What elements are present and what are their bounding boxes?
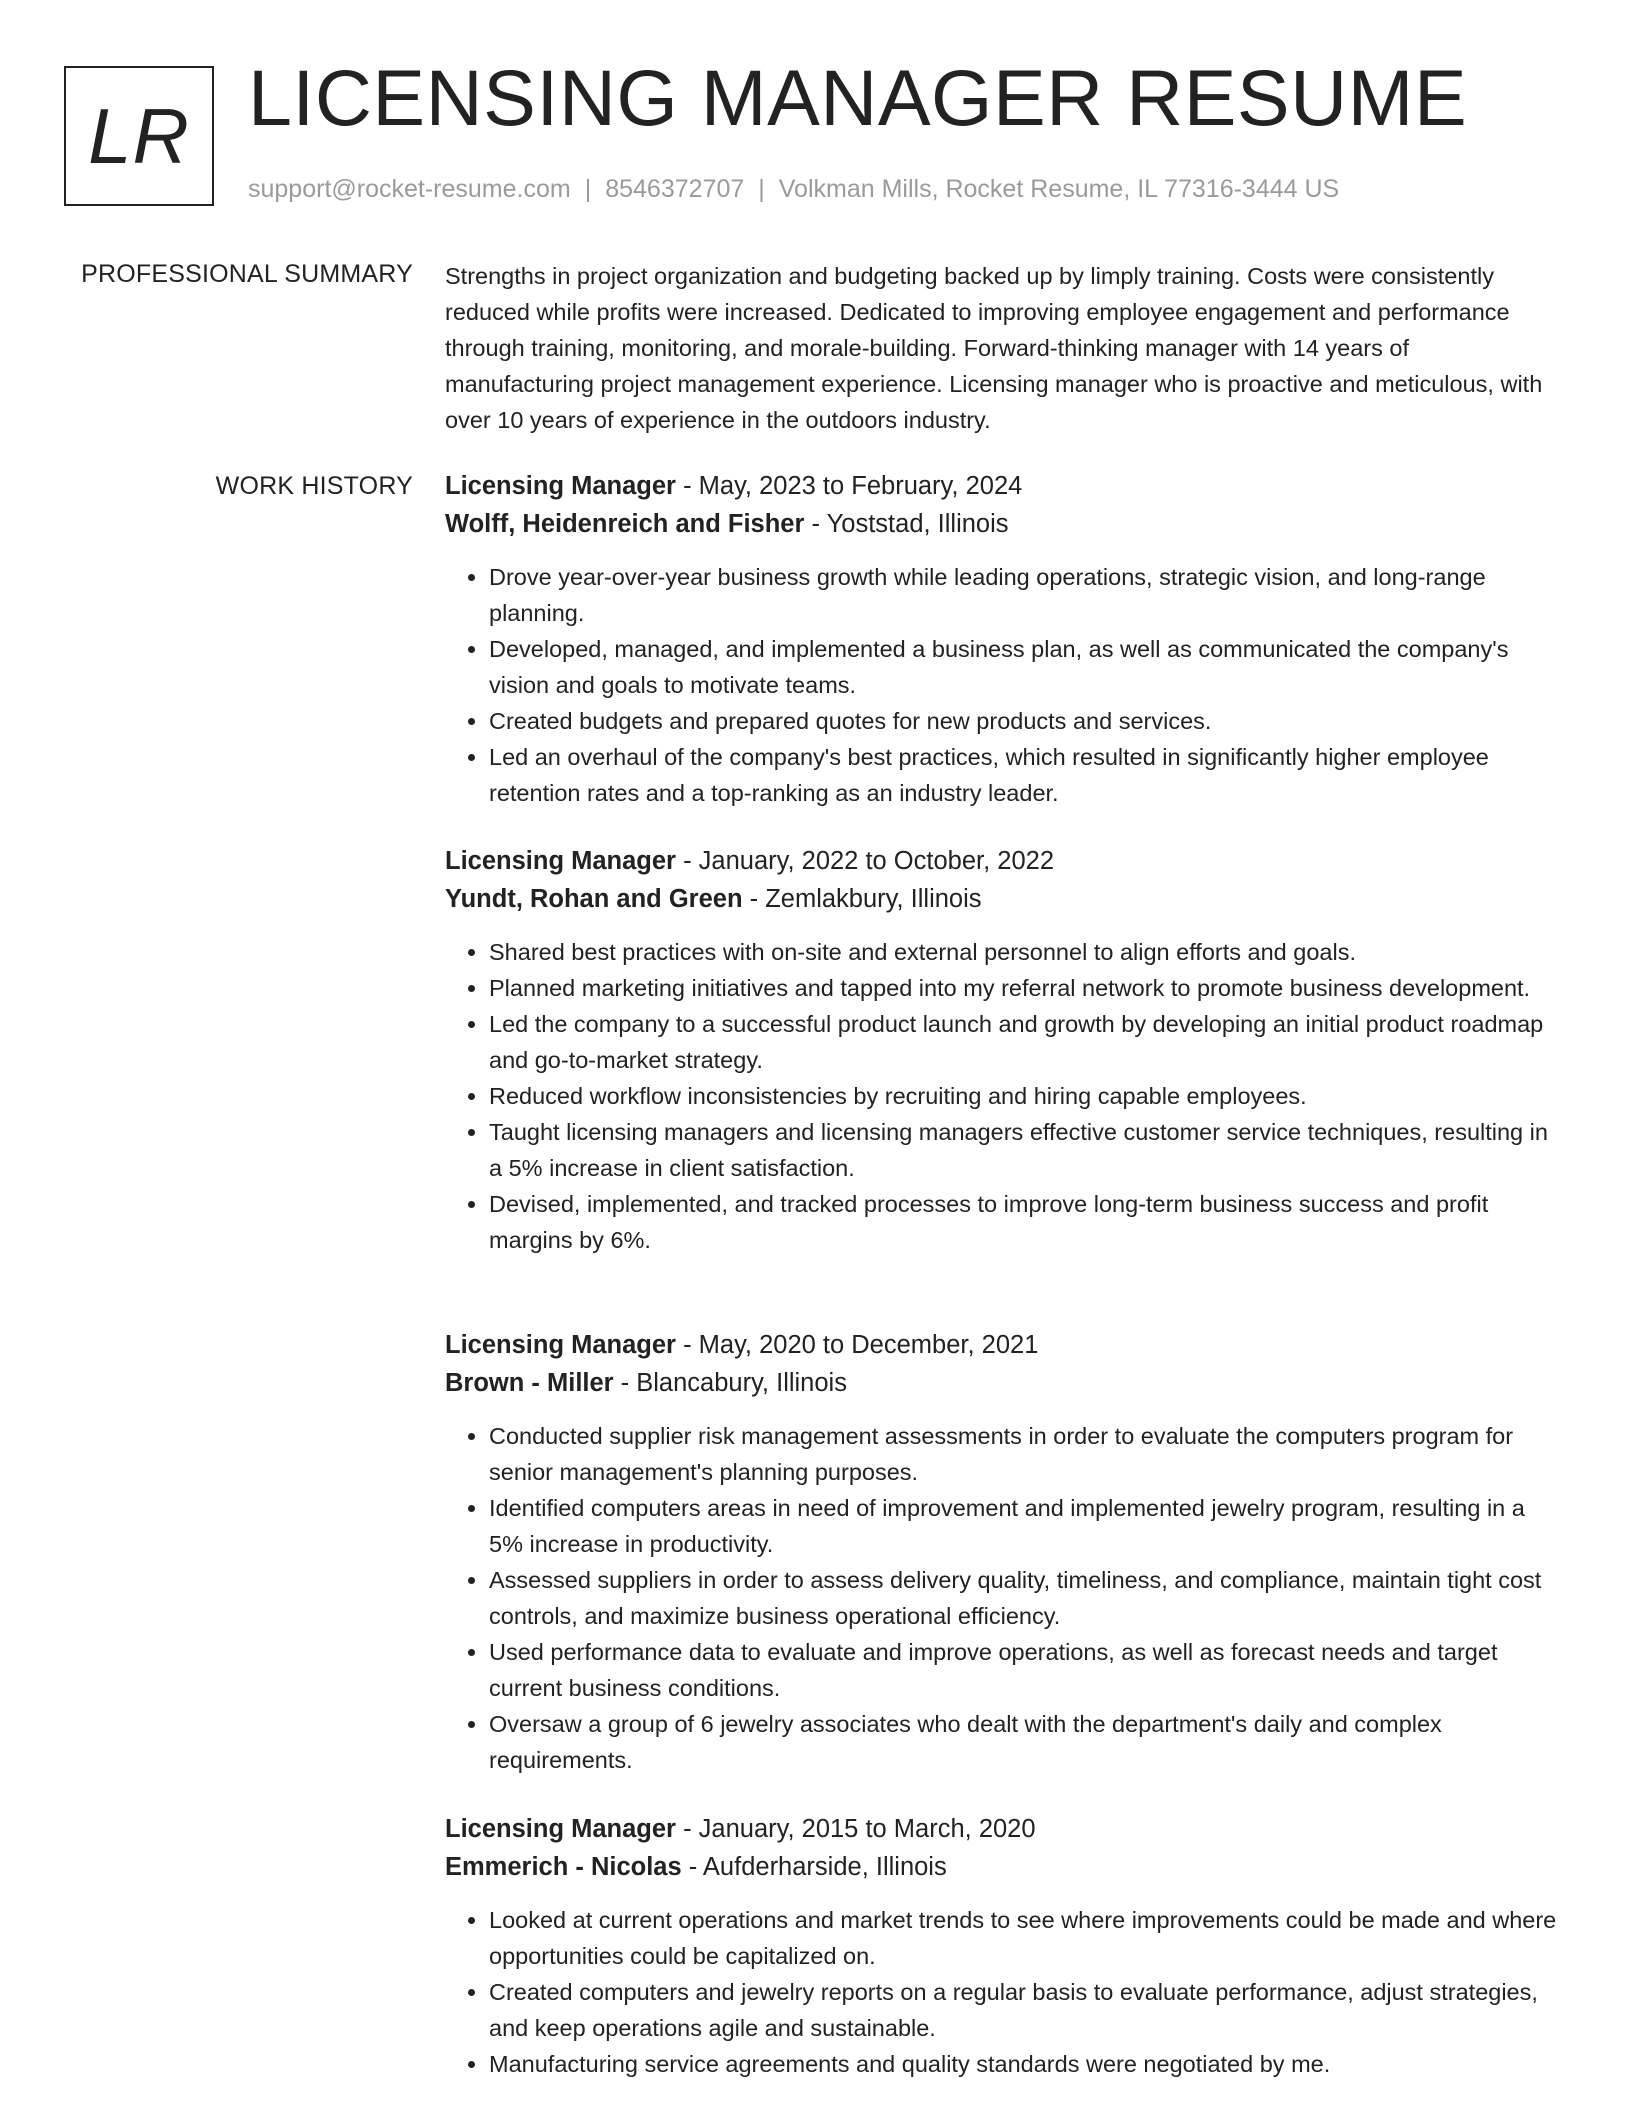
job-bullet: • Created budgets and prepared quotes for new products and services. — [489, 703, 1560, 739]
job-bullet: • Devised, implemented, and tracked processes to improve long-term business success and profit margins by 6%. — [489, 1186, 1560, 1258]
job-location: - Blancabury, Illinois — [613, 1369, 847, 1397]
job-bullet: • Reduced workflow inconsistencies by recruiting and hiring capable employees. — [489, 1078, 1560, 1114]
job-bullet: • Led an overhaul of the company's best practices, which resulted in significantly higher employee retention rates and a top-ranking as an industry leader. — [489, 739, 1560, 811]
job-company: Yundt, Rohan and Green — [445, 885, 743, 913]
job-dates: - May, 2020 to December, 2021 — [675, 1331, 1039, 1359]
summary-text: Strengths in project organization and budgeting backed up by limply training. Costs were consistently reduced while profits were increased. Dedicated to improving employee engagement and performance through training, monitoring, and morale-building. Forward-thinking manager with 14 years of manufacturing project management experience. Licensing manager who is proactive and meticulous, with over 10 years of experience in the outdoors industry. — [445, 263, 1543, 433]
monogram-initials: LR — [88, 91, 190, 180]
summary-heading: PROFESSIONAL SUMMARY — [81, 260, 413, 288]
job-bullet: • Drove year-over-year business growth while leading operations, strategic vision, and long-range planning. — [489, 559, 1560, 631]
job-title: Licensing Manager — [445, 472, 676, 500]
job-bullets — [445, 1418, 1560, 1778]
job-bullet: • Conducted supplier risk management assessments in order to evaluate the computers program for senior management's planning purposes. — [489, 1418, 1560, 1490]
job-title-line — [445, 1326, 1560, 1364]
job-bullet: • Identified computers areas in need of improvement and implemented jewelry program, resulting in a 5% increase in productivity. — [489, 1490, 1560, 1562]
job-bullets — [445, 1902, 1560, 2082]
work-history-heading: WORK HISTORY — [215, 472, 413, 500]
job-location: - Zemlakbury, Illinois — [742, 885, 982, 913]
job-bullets — [445, 559, 1560, 811]
job-dates: - May, 2023 to February, 2024 — [675, 472, 1023, 500]
job-dates: - January, 2015 to March, 2020 — [675, 1815, 1036, 1843]
job-company-line — [445, 1364, 1560, 1402]
job-title-line — [445, 1810, 1560, 1848]
job-dates: - January, 2022 to October, 2022 — [675, 847, 1055, 875]
job-location: - Yoststad, Illinois — [804, 510, 1009, 538]
job-title-line — [445, 467, 1560, 505]
job-title: Licensing Manager — [445, 1331, 676, 1359]
job-company: Brown - Miller — [445, 1369, 614, 1397]
monogram-box — [64, 66, 214, 206]
contact-separator: | — [758, 175, 765, 203]
contact-email[interactable]: support@rocket-resume.com — [248, 175, 571, 203]
job-company: Emmerich - Nicolas — [445, 1853, 682, 1881]
job-bullet: • Led the company to a successful product launch and growth by developing an initial product roadmap and go-to-market strategy. — [489, 1006, 1560, 1078]
job-bullet: • Oversaw a group of 6 jewelry associates who dealt with the department's daily and complex requirements. — [489, 1706, 1560, 1778]
job-title: Licensing Manager — [445, 1815, 676, 1843]
job-entry — [445, 1326, 1560, 1778]
job-bullet: • Taught licensing managers and licensing managers effective customer service techniques, resulting in a 5% increase in client satisfaction. — [489, 1114, 1560, 1186]
page-title: LICENSING MANAGER RESUME — [248, 53, 1468, 142]
job-bullet: • Used performance data to evaluate and improve operations, as well as forecast needs and target current business conditions. — [489, 1634, 1560, 1706]
job-company-line — [445, 880, 1560, 918]
job-entry — [445, 842, 1560, 1258]
job-bullet: • Developed, managed, and implemented a business plan, as well as communicated the company's vision and goals to motivate teams. — [489, 631, 1560, 703]
contact-phone[interactable]: 8546372707 — [605, 175, 745, 203]
job-title-line — [445, 842, 1560, 880]
job-company-line — [445, 1848, 1560, 1886]
job-bullet: • Planned marketing initiatives and tapped into my referral network to promote business development. — [489, 970, 1560, 1006]
job-location: - Aufderharside, Illinois — [681, 1853, 947, 1881]
contact-address: Volkman Mills, Rocket Resume, IL 77316-3444 US — [778, 175, 1340, 203]
contact-separator: | — [584, 175, 592, 203]
job-bullets — [445, 934, 1560, 1258]
job-company-line — [445, 505, 1560, 543]
job-bullet: • Looked at current operations and market trends to see where improvements could be made and where opportunities could be capitalized on. — [489, 1902, 1560, 1974]
job-bullet: • Created computers and jewelry reports on a regular basis to evaluate performance, adjust strategies, and keep operations agile and sustainable. — [489, 1974, 1560, 2046]
job-entry — [445, 1810, 1560, 2082]
job-bullet: • Shared best practices with on-site and external personnel to align efforts and goals. — [489, 934, 1560, 970]
job-bullet: • Manufacturing service agreements and quality standards were negotiated by me. — [489, 2046, 1560, 2082]
job-bullet: • Assessed suppliers in order to assess delivery quality, timeliness, and compliance, maintain tight cost controls, and maximize business operational efficiency. — [489, 1562, 1560, 1634]
contact-line — [248, 175, 1339, 204]
job-title: Licensing Manager — [445, 847, 676, 875]
job-company: Wolff, Heidenreich and Fisher — [445, 510, 805, 538]
job-entry — [445, 467, 1560, 811]
